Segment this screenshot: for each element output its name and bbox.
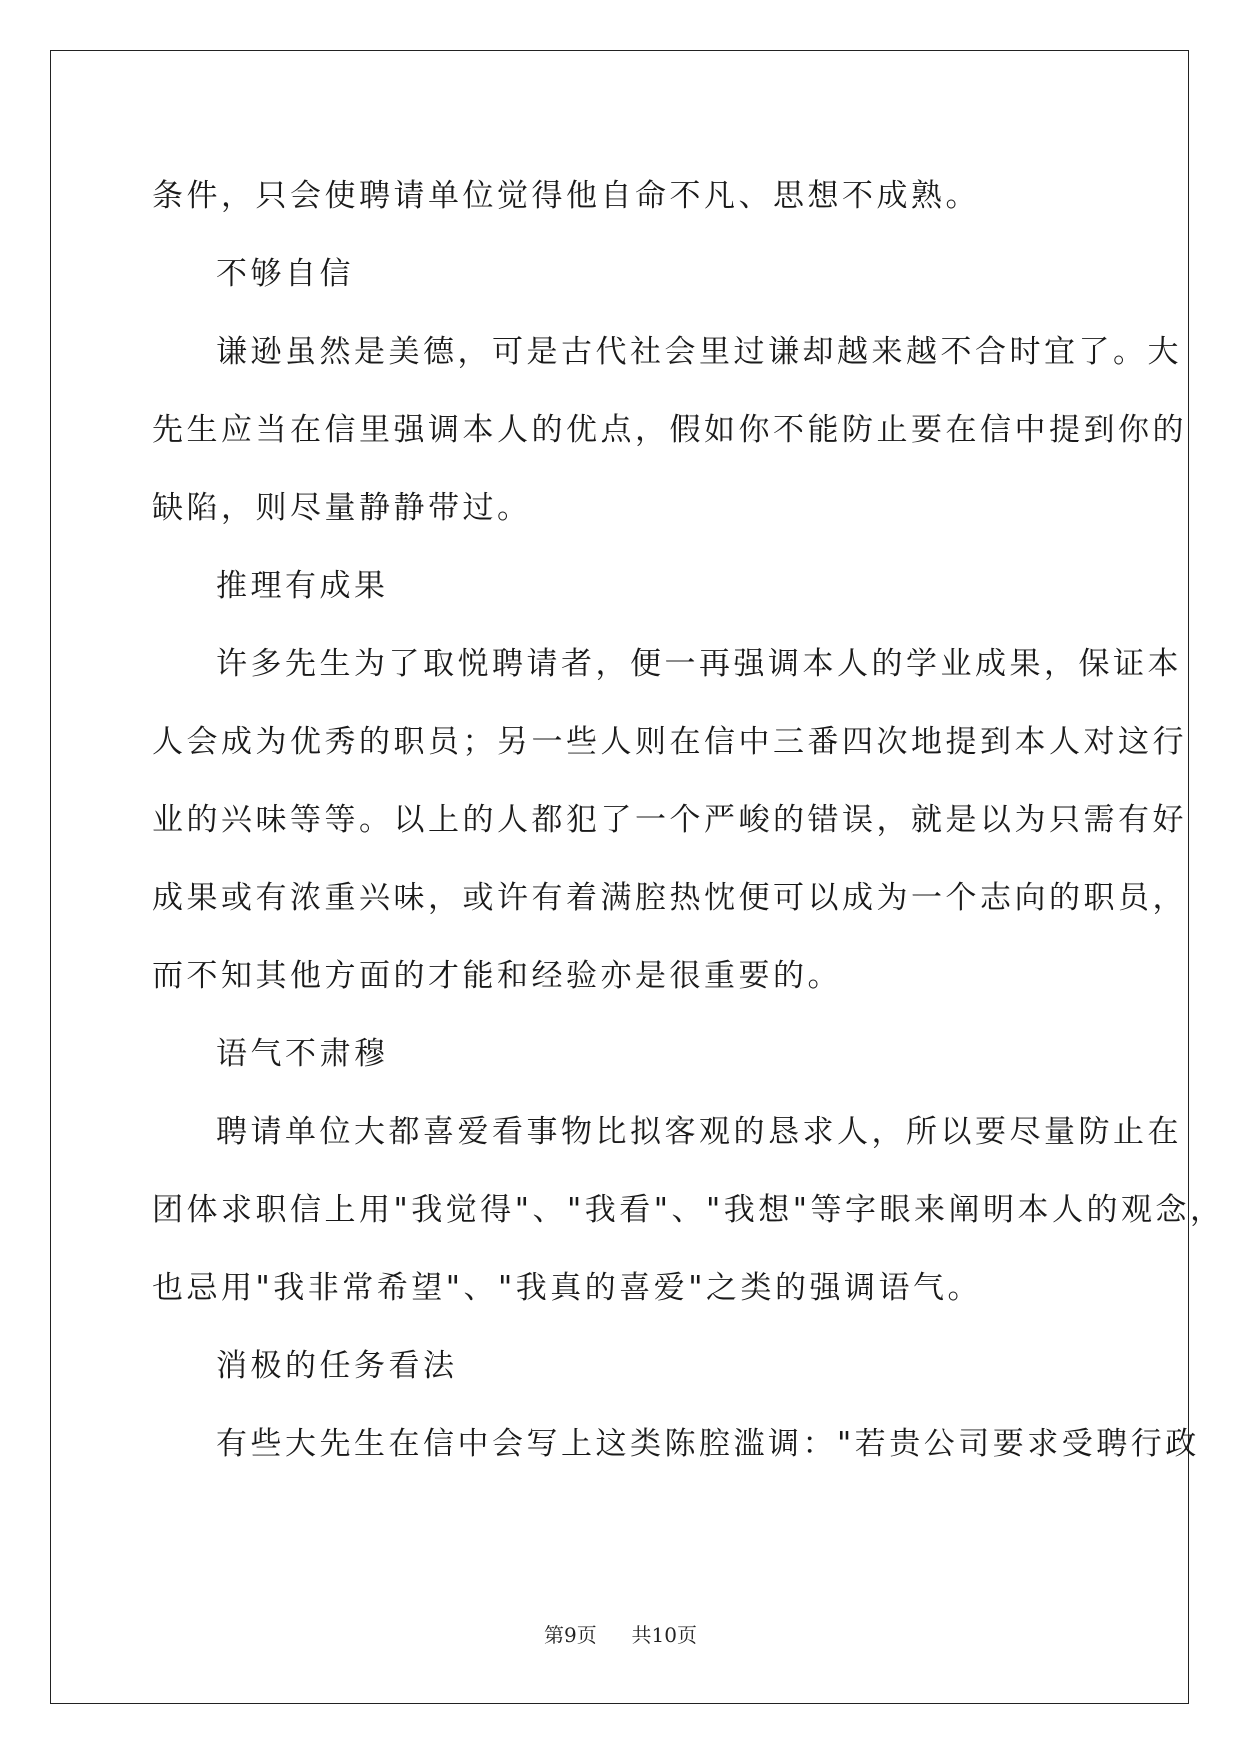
- text-line: 推理有成果: [216, 568, 389, 604]
- text-line: 不够自信: [216, 256, 354, 292]
- text-line: 人会成为优秀的职员；另一些人则在信中三番四次地提到本人对这行: [152, 724, 1187, 760]
- text-line: 团体求职信上用"我觉得"、"我看"、"我想"等字眼来阐明本人的观念，: [152, 1192, 1225, 1228]
- text-line: 业的兴味等等。以上的人都犯了一个严峻的错误，就是以为只需有好: [152, 802, 1187, 838]
- page-number: 第9页: [544, 1623, 597, 1647]
- text-line: 聘请单位大都喜爱看事物比拟客观的恳求人，所以要尽量防止在: [216, 1114, 1182, 1150]
- section-heading: [152, 1336, 1092, 1396]
- paragraph: [152, 634, 1187, 1006]
- text-line: 条件，只会使聘请单位觉得他自命不凡、思想不成熟。: [152, 178, 980, 214]
- text-line: 也忌用"我非常希望"、"我真的喜爱"之类的强调语气。: [152, 1270, 983, 1306]
- text-line: 有些大先生在信中会写上这类陈腔滥调："若贵公司要求受聘行政: [216, 1426, 1200, 1462]
- paragraph: [152, 1414, 1200, 1474]
- section-heading: [152, 556, 1092, 616]
- text-line: 成果或有浓重兴味，或许有着满腔热忱便可以成为一个志向的职员，: [152, 880, 1187, 916]
- section-heading: [152, 1024, 1092, 1084]
- text-line: 先生应当在信里强调本人的优点，假如你不能防止要在信中提到你的: [152, 412, 1187, 448]
- text-line: 缺陷，则尽量静静带过。: [152, 490, 532, 526]
- text-line: 许多先生为了取悦聘请者，便一再强调本人的学业成果，保证本: [216, 646, 1182, 682]
- page-total: 共10页: [631, 1623, 697, 1647]
- section-heading: [152, 244, 1092, 304]
- paragraph: [152, 322, 1187, 538]
- text-line: 语气不肃穆: [216, 1036, 389, 1072]
- text-line: 消极的任务看法: [216, 1348, 458, 1384]
- paragraph: [152, 1102, 1225, 1318]
- paragraph: [152, 166, 1092, 226]
- text-line: 而不知其他方面的才能和经验亦是很重要的。: [152, 958, 842, 994]
- page-footer: [0, 1619, 1241, 1648]
- text-line: 谦逊虽然是美德，可是古代社会里过谦却越来越不合时宜了。大: [216, 334, 1182, 370]
- document-body: [152, 166, 1225, 1474]
